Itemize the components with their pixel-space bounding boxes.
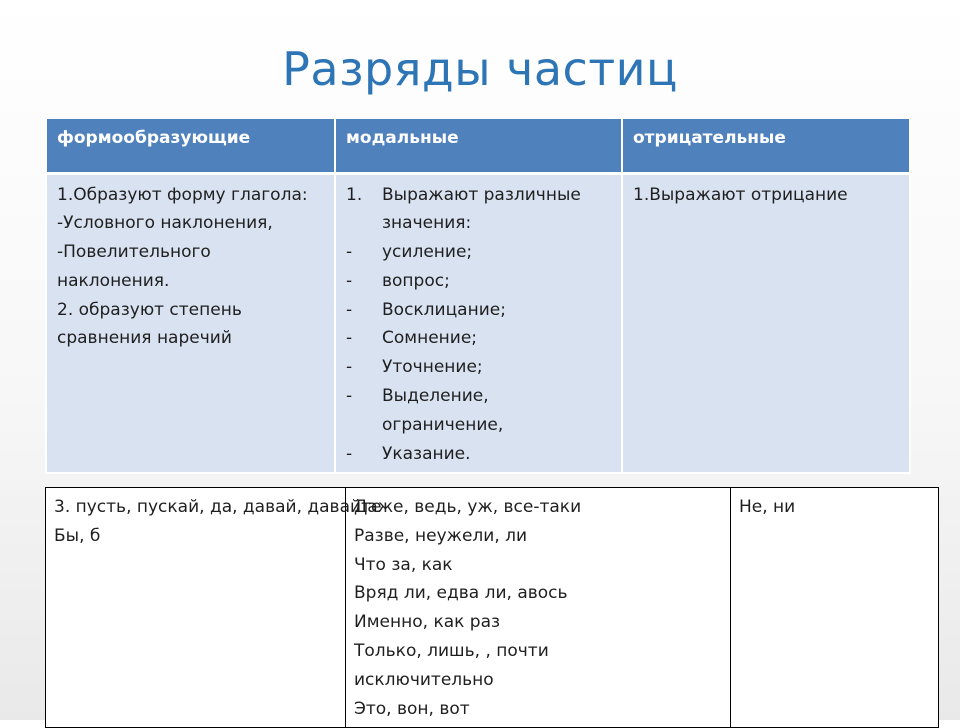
header-formative: формообразующие: [46, 119, 335, 173]
particles-categories-table: [45, 119, 911, 474]
list-item-text: Восклицание;: [382, 299, 506, 320]
list-item-text: Сомнение;: [382, 328, 478, 349]
example-line: 3. пусть, пускай, да, давай, давайте: [54, 497, 382, 517]
header-modal: модальные: [335, 119, 622, 173]
modal-examples-cell: [346, 488, 731, 728]
dash-bullet: -: [346, 299, 353, 320]
formative-line: 1.Образуют форму глагола:: [57, 184, 308, 205]
list-number: 1.: [346, 184, 363, 205]
list-item-text: вопрос;: [382, 270, 450, 291]
header-row: [46, 119, 910, 173]
particles-examples-table: [45, 487, 939, 728]
list-item-text: Указание.: [382, 443, 471, 464]
list-item-text: Выделение, ограничение,: [382, 386, 504, 435]
example-line: Бы, б: [54, 525, 101, 546]
list-item: [346, 267, 611, 296]
dash-bullet: -: [346, 328, 353, 349]
dash-bullet: -: [346, 270, 353, 291]
example-line: Именно, как раз: [354, 612, 501, 633]
modal-intro-text: Выражают различные значения:: [382, 184, 581, 234]
negative-description-cell: [622, 173, 910, 473]
dash-bullet: -: [346, 357, 353, 378]
description-row: [46, 173, 910, 473]
formative-line: -Повелительного наклонения.: [57, 242, 211, 291]
dash-bullet: -: [346, 242, 353, 263]
negative-examples-cell: [731, 488, 939, 728]
header-negative: отрицательные: [622, 119, 910, 173]
formative-line: 2. образуют степень сравнения наречий: [57, 299, 242, 349]
example-line: Что за, как: [354, 554, 453, 575]
list-item-text: усиление;: [382, 242, 473, 263]
list-item: [346, 238, 611, 267]
list-item-text: Уточнение;: [382, 357, 483, 378]
example-line: исключительно: [354, 669, 494, 690]
formative-line: -Условного наклонения,: [57, 213, 273, 234]
example-line: Даже, ведь, уж, все-таки: [354, 497, 582, 517]
modal-intro-item: [346, 181, 611, 239]
formative-description-cell: [46, 173, 335, 473]
list-item: [346, 382, 611, 440]
page-title: Разряды частиц: [282, 42, 678, 96]
example-line: Вряд ли, едва ли, авось: [354, 583, 568, 604]
modal-description-cell: [335, 173, 622, 473]
list-item: [346, 296, 611, 325]
list-item: [346, 324, 611, 353]
modal-bullet-list: [346, 238, 611, 468]
negative-line: 1.Выражают отрицание: [633, 184, 848, 205]
formative-examples-cell: [46, 488, 382, 728]
example-line: Не, ни: [739, 497, 796, 517]
list-item: [346, 353, 611, 382]
example-line: Только, лишь, , почти: [354, 640, 549, 661]
list-item: [346, 440, 611, 469]
examples-row: [46, 488, 939, 728]
modal-numbered-list: [346, 181, 611, 239]
dash-bullet: -: [346, 386, 353, 407]
example-line: Это, вон, вот: [354, 698, 470, 719]
dash-bullet: -: [346, 443, 353, 464]
example-line: Разве, неужели, ли: [354, 525, 528, 546]
